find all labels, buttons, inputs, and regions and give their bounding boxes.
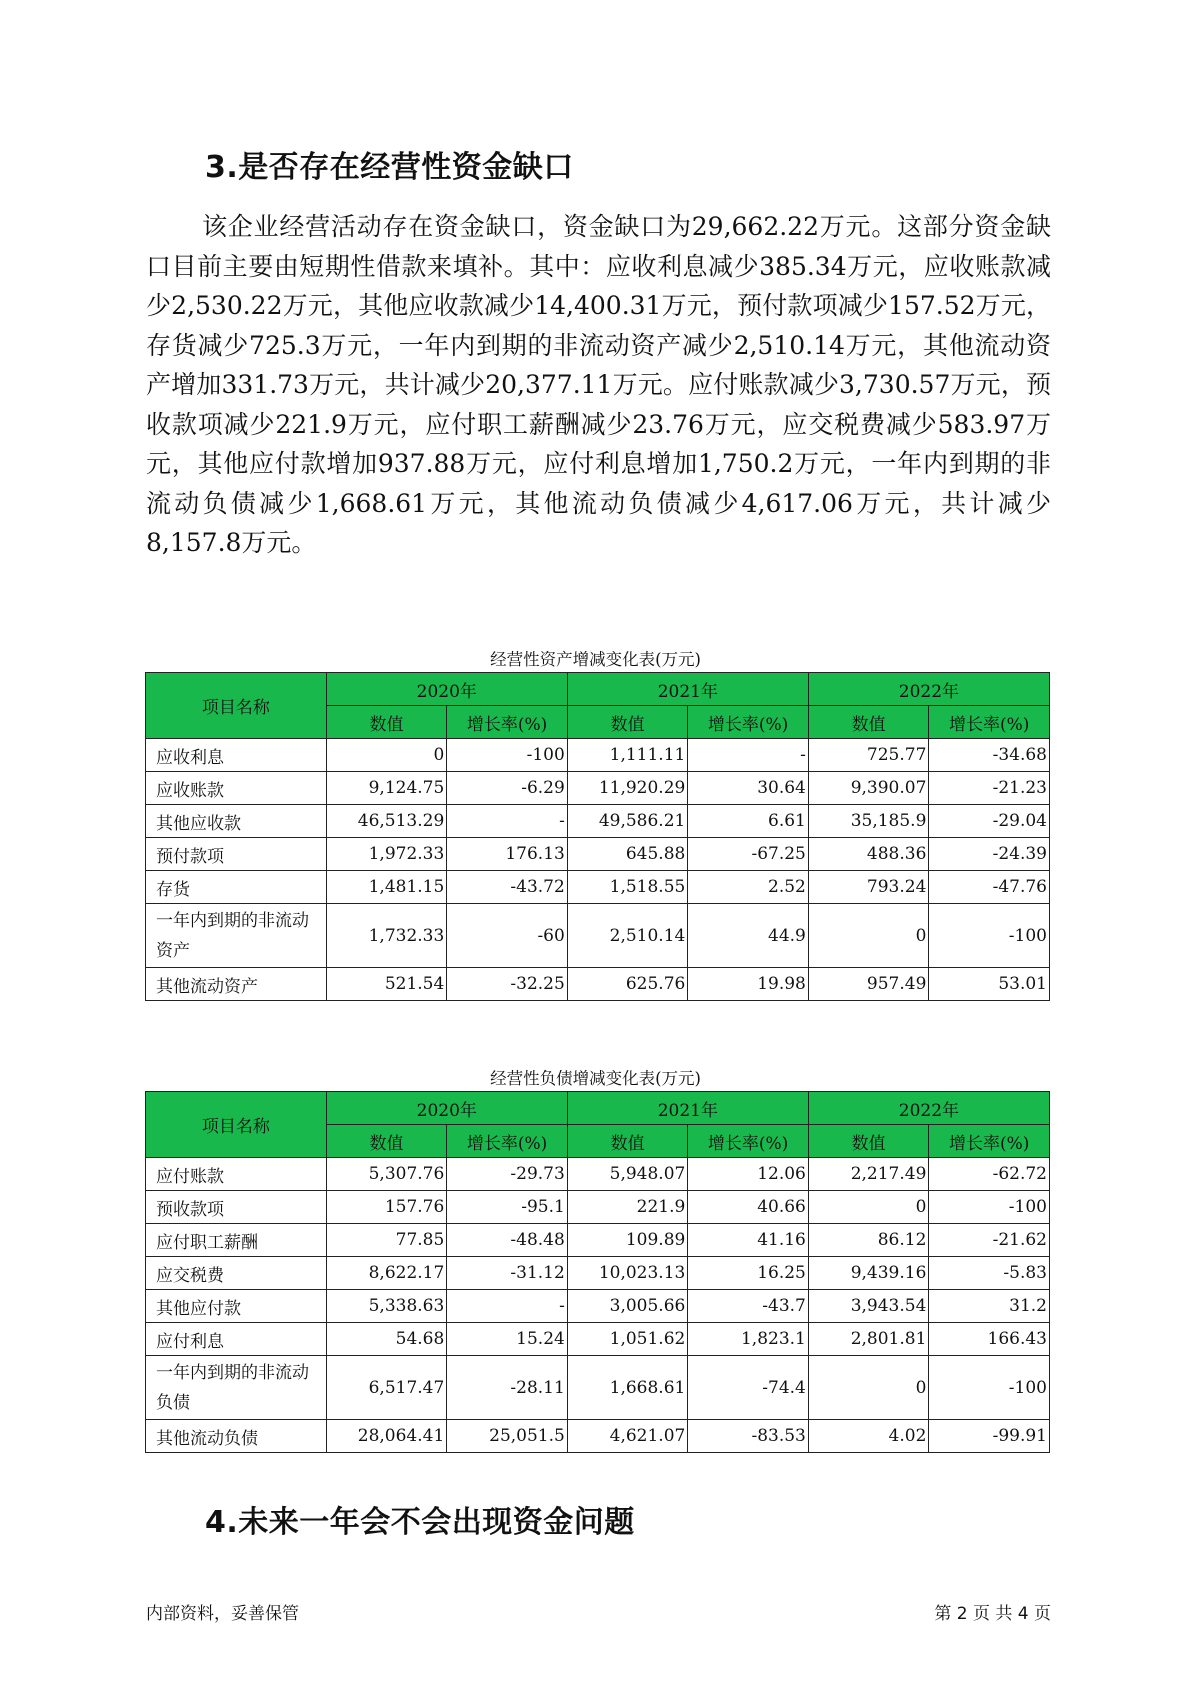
table-row (146, 838, 1050, 871)
row-item-name: 其他流动资产 (146, 968, 327, 1001)
value-cell: 5,307.76 (326, 1158, 447, 1191)
value-cell: 86.12 (808, 1224, 929, 1257)
value-cell: 221.9 (567, 1191, 688, 1224)
table-row (146, 1224, 1050, 1257)
growth-rate-cell: -28.11 (447, 1356, 568, 1420)
value-cell: 1,972.33 (326, 838, 447, 871)
row-item-name: 应收账款 (146, 772, 327, 805)
growth-rate-cell: 19.98 (688, 968, 809, 1001)
growth-rate-subheader: 增长率(%) (447, 706, 568, 739)
growth-rate-cell: -48.48 (447, 1224, 568, 1257)
growth-rate-cell: -95.1 (447, 1191, 568, 1224)
row-item-name: 预收款项 (146, 1191, 327, 1224)
growth-rate-subheader: 增长率(%) (447, 1125, 568, 1158)
table-row (146, 1290, 1050, 1323)
value-subheader: 数值 (808, 1125, 929, 1158)
value-cell: 46,513.29 (326, 805, 447, 838)
value-cell: 10,023.13 (567, 1257, 688, 1290)
value-subheader: 数值 (808, 706, 929, 739)
value-cell: 109.89 (567, 1224, 688, 1257)
growth-rate-cell: 40.66 (688, 1191, 809, 1224)
value-cell: 645.88 (567, 838, 688, 871)
growth-rate-cell: - (688, 739, 809, 772)
value-cell: 2,801.81 (808, 1323, 929, 1356)
growth-rate-cell: 31.2 (929, 1290, 1050, 1323)
growth-rate-cell: -100 (447, 739, 568, 772)
operating-assets-table (145, 672, 1050, 1001)
row-item-name: 其他应付款 (146, 1290, 327, 1323)
growth-rate-cell: 176.13 (447, 838, 568, 871)
table-row (146, 772, 1050, 805)
growth-rate-cell: -21.62 (929, 1224, 1050, 1257)
year-header: 2021年 (567, 1092, 808, 1125)
value-cell: 9,124.75 (326, 772, 447, 805)
value-cell: 488.36 (808, 838, 929, 871)
table-row (146, 1420, 1050, 1453)
growth-rate-cell: -43.7 (688, 1290, 809, 1323)
table-caption-assets: 经营性资产增减变化表(万元) (490, 650, 701, 669)
table-row (146, 1257, 1050, 1290)
section-heading-3: 3.是否存在经营性资金缺口 (205, 150, 574, 185)
value-subheader: 数值 (567, 706, 688, 739)
growth-rate-cell: 41.16 (688, 1224, 809, 1257)
value-cell: 3,943.54 (808, 1290, 929, 1323)
growth-rate-cell: -6.29 (447, 772, 568, 805)
growth-rate-cell: -31.12 (447, 1257, 568, 1290)
growth-rate-cell: -74.4 (688, 1356, 809, 1420)
growth-rate-cell: -21.23 (929, 772, 1050, 805)
table-row (146, 1191, 1050, 1224)
growth-rate-cell: -62.72 (929, 1158, 1050, 1191)
growth-rate-cell: -60 (447, 904, 568, 968)
value-cell: 9,390.07 (808, 772, 929, 805)
value-cell: 6,517.47 (326, 1356, 447, 1420)
growth-rate-cell: -29.04 (929, 805, 1050, 838)
value-cell: 1,668.61 (567, 1356, 688, 1420)
value-cell: 1,481.15 (326, 871, 447, 904)
value-cell: 957.49 (808, 968, 929, 1001)
growth-rate-cell: 44.9 (688, 904, 809, 968)
value-cell: 2,510.14 (567, 904, 688, 968)
value-cell: 4,621.07 (567, 1420, 688, 1453)
growth-rate-cell: -100 (929, 904, 1050, 968)
table-row (146, 739, 1050, 772)
value-cell: 5,948.07 (567, 1158, 688, 1191)
row-item-name: 应付账款 (146, 1158, 327, 1191)
year-header: 2020年 (326, 673, 567, 706)
table-row (146, 1356, 1050, 1420)
growth-rate-cell: - (447, 1290, 568, 1323)
value-cell: 1,051.62 (567, 1323, 688, 1356)
table-row (146, 871, 1050, 904)
footer-confidential-note: 内部资料，妥善保管 (146, 1604, 299, 1624)
growth-rate-cell: 166.43 (929, 1323, 1050, 1356)
row-item-name: 应交税费 (146, 1257, 327, 1290)
growth-rate-cell: 1,823.1 (688, 1323, 809, 1356)
item-name-header: 项目名称 (146, 673, 327, 739)
table-row (146, 805, 1050, 838)
year-header: 2020年 (326, 1092, 567, 1125)
row-item-name: 应付职工薪酬 (146, 1224, 327, 1257)
growth-rate-cell: 53.01 (929, 968, 1050, 1001)
value-cell: 9,439.16 (808, 1257, 929, 1290)
growth-rate-cell: -24.39 (929, 838, 1050, 871)
value-cell: 4.02 (808, 1420, 929, 1453)
operating-liabilities-table (145, 1091, 1050, 1453)
growth-rate-cell: 30.64 (688, 772, 809, 805)
value-cell: 1,111.11 (567, 739, 688, 772)
value-cell: 35,185.9 (808, 805, 929, 838)
year-header: 2022年 (808, 1092, 1049, 1125)
row-item-name: 一年内到期的非流动负债 (146, 1356, 327, 1420)
value-cell: 2,217.49 (808, 1158, 929, 1191)
value-subheader: 数值 (326, 1125, 447, 1158)
value-cell: 11,920.29 (567, 772, 688, 805)
growth-rate-subheader: 增长率(%) (688, 706, 809, 739)
footer-page-number: 第 2 页 共 4 页 (934, 1604, 1051, 1624)
value-cell: 1,732.33 (326, 904, 447, 968)
growth-rate-cell: -67.25 (688, 838, 809, 871)
growth-rate-cell: -5.83 (929, 1257, 1050, 1290)
growth-rate-subheader: 增长率(%) (929, 706, 1050, 739)
growth-rate-cell: 6.61 (688, 805, 809, 838)
growth-rate-cell: - (447, 805, 568, 838)
growth-rate-subheader: 增长率(%) (929, 1125, 1050, 1158)
growth-rate-cell: -100 (929, 1356, 1050, 1420)
table-row (146, 1158, 1050, 1191)
value-cell: 157.76 (326, 1191, 447, 1224)
value-cell: 28,064.41 (326, 1420, 447, 1453)
growth-rate-cell: -100 (929, 1191, 1050, 1224)
row-item-name: 预付款项 (146, 838, 327, 871)
growth-rate-cell: -32.25 (447, 968, 568, 1001)
growth-rate-subheader: 增长率(%) (688, 1125, 809, 1158)
section-heading-4: 4.未来一年会不会出现资金问题 (205, 1505, 635, 1540)
value-cell: 0 (808, 1356, 929, 1420)
growth-rate-cell: 12.06 (688, 1158, 809, 1191)
growth-rate-cell: 15.24 (447, 1323, 568, 1356)
growth-rate-cell: -29.73 (447, 1158, 568, 1191)
growth-rate-cell: 2.52 (688, 871, 809, 904)
table-caption-liabilities: 经营性负债增减变化表(万元) (490, 1069, 701, 1088)
value-cell: 1,518.55 (567, 871, 688, 904)
value-cell: 5,338.63 (326, 1290, 447, 1323)
row-item-name: 应付利息 (146, 1323, 327, 1356)
year-header: 2021年 (567, 673, 808, 706)
value-subheader: 数值 (567, 1125, 688, 1158)
value-cell: 8,622.17 (326, 1257, 447, 1290)
value-cell: 0 (808, 1191, 929, 1224)
row-item-name: 应收利息 (146, 739, 327, 772)
row-item-name: 其他流动负债 (146, 1420, 327, 1453)
growth-rate-cell: -43.72 (447, 871, 568, 904)
table-row (146, 1323, 1050, 1356)
value-cell: 49,586.21 (567, 805, 688, 838)
value-cell: 625.76 (567, 968, 688, 1001)
growth-rate-cell: -83.53 (688, 1420, 809, 1453)
body-paragraph: 该企业经营活动存在资金缺口，资金缺口为29,662.22万元。这部分资金缺口目前主要由短期性借款来填补。其中：应收利息减少385.34万元，应收账款减少2,530.22万元，其他应收款减少14,400.31万元，预付款项减少157.52万元，存货减少725.3万元，一年内到期的非流动资产减少2,510.14万元，其他流动资产增加331.73万元，共计减少20,377.11万元。应付账款减少3,730.57万元，预收款项减少221.9万元，应付职工薪酬减少23.76万元，应交税费减少583.97万元，其他应付款增加937.88万元，应付利息增加1,750.2万元，一年内到期的非流动负债减少1,668.61万元，其他流动负债减少4,617.06万元，共计减少8,157.8万元。 (146, 212, 1051, 557)
value-cell: 0 (326, 739, 447, 772)
value-cell: 54.68 (326, 1323, 447, 1356)
year-header: 2022年 (808, 673, 1049, 706)
row-item-name: 其他应收款 (146, 805, 327, 838)
growth-rate-cell: -47.76 (929, 871, 1050, 904)
value-subheader: 数值 (326, 706, 447, 739)
value-cell: 521.54 (326, 968, 447, 1001)
value-cell: 0 (808, 904, 929, 968)
item-name-header: 项目名称 (146, 1092, 327, 1158)
growth-rate-cell: 16.25 (688, 1257, 809, 1290)
value-cell: 793.24 (808, 871, 929, 904)
value-cell: 725.77 (808, 739, 929, 772)
row-item-name: 存货 (146, 871, 327, 904)
table-row (146, 904, 1050, 968)
value-cell: 77.85 (326, 1224, 447, 1257)
growth-rate-cell: -34.68 (929, 739, 1050, 772)
row-item-name: 一年内到期的非流动资产 (146, 904, 327, 968)
growth-rate-cell: -99.91 (929, 1420, 1050, 1453)
growth-rate-cell: 25,051.5 (447, 1420, 568, 1453)
value-cell: 3,005.66 (567, 1290, 688, 1323)
table-row (146, 968, 1050, 1001)
